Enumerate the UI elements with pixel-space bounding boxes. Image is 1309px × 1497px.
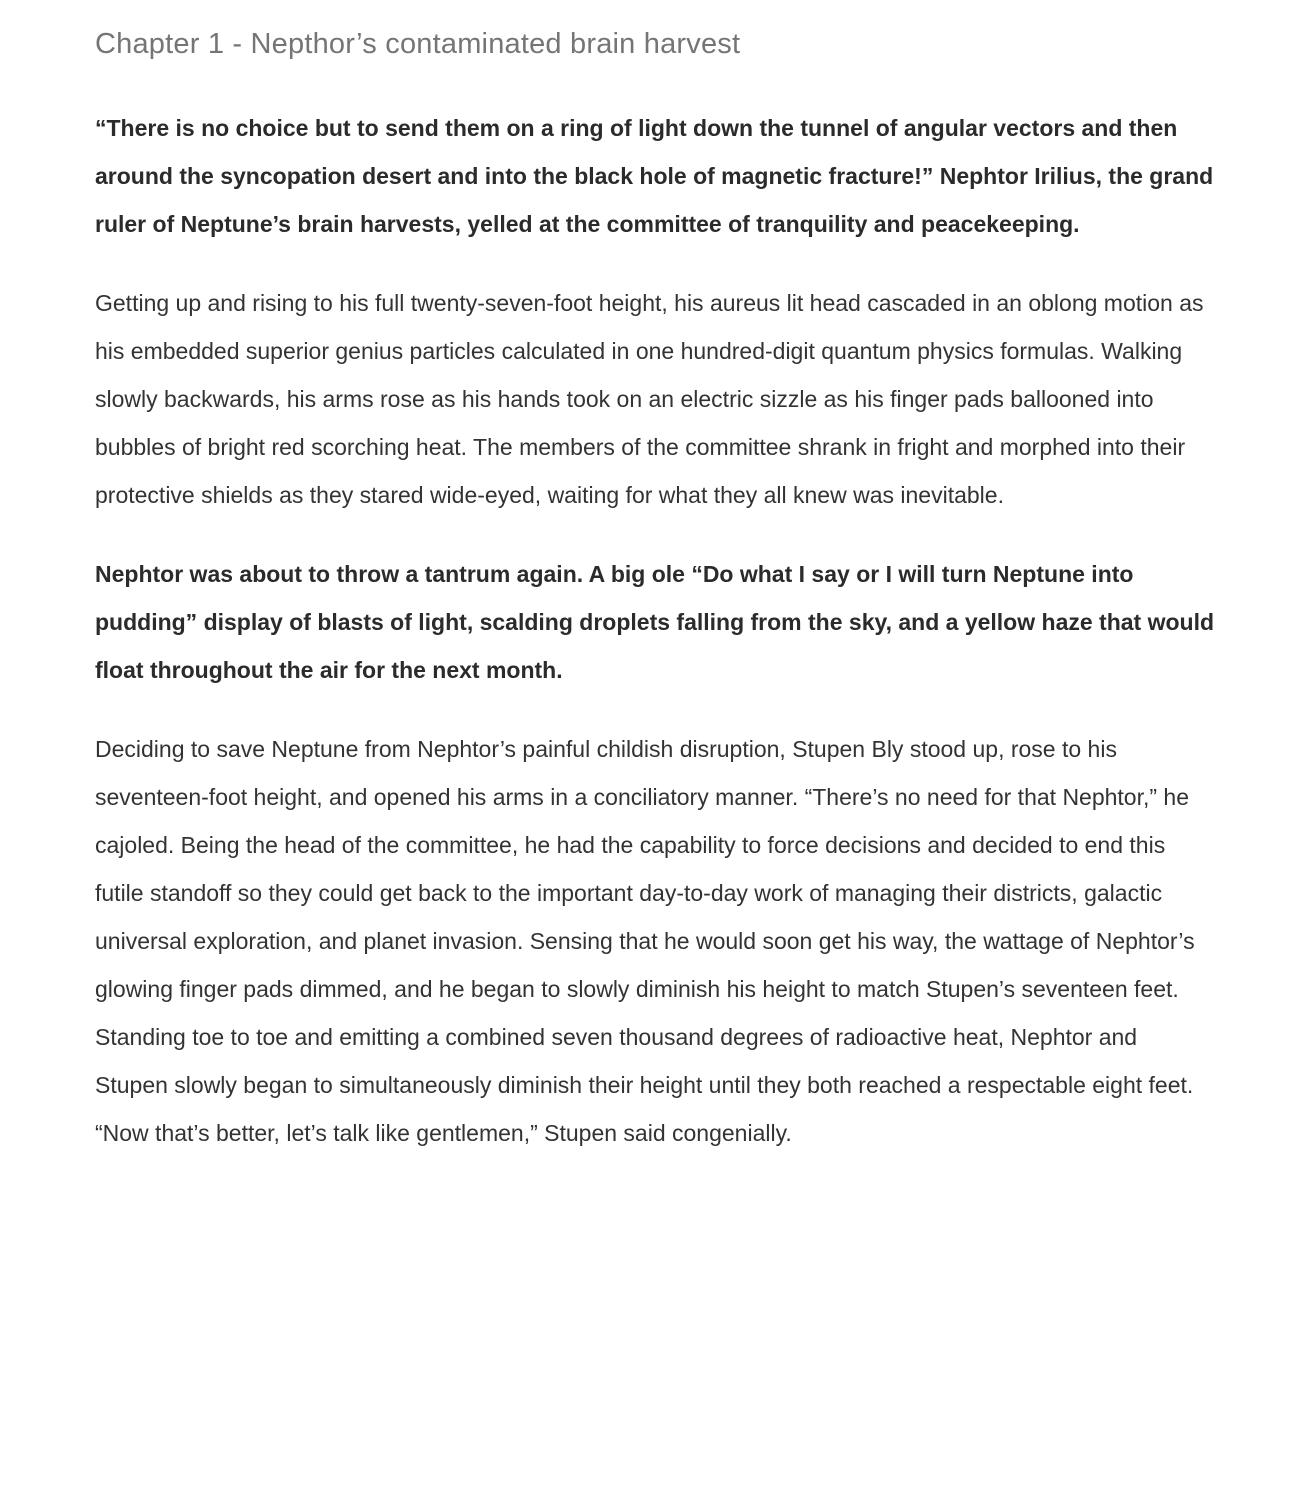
paragraph-description: Getting up and rising to his full twenty-seven-foot height, his aureus lit head cascaded in an oblong motion as his embedded superior genius particles calculated in one hundred-digit quantum physics formulas. Walking slowly backwards, his arms rose as his hands took on an electric sizzle as his finger pads ballooned into bubbles of bright red scorching heat. The members of the committee shrank in fright and morphed into their protective shields as they stared wide-eyed, waiting for what they all knew was inevitable. [95, 290, 1204, 509]
paragraph-resolution: Deciding to save Neptune from Nephtor’s painful childish disruption, Stupen Bly stood up, rose to his seventeen-foot height, and opened his arms in a conciliatory manner. “There’s no need for that Nephtor,” he cajoled. Being the head of the committee, he had the capability to force decisions and decided to end this futile standoff so they could get back to the important day-to-day work of managing their districts, galactic universal exploration, and planet invasion. Sensing that he would soon get his way, the wattage of Nephtor’s glowing finger pads dimmed, and he began to slowly diminish his height to match Stupen’s seventeen feet. Standing toe to toe and emitting a combined seven thousand degrees of radioactive heat, Nephtor and Stupen slowly began to simultaneously diminish their height until they both reached a respectable eight feet. “Now that’s better, let’s talk like gentlemen,” Stupen said congenially. [95, 736, 1195, 1147]
chapter-heading: Chapter 1 - Nepthor’s contaminated brain harvest [95, 28, 741, 60]
paragraph-tantrum: Nephtor was about to throw a tantrum again. A big ole “Do what I say or I will turn Neptune into pudding” display of blasts of light, scalding droplets falling from the sky, and a yellow haze that would float throughout the air for the next month. [95, 561, 1215, 684]
paragraph-intro-quote: “There is no choice but to send them on a ring of light down the tunnel of angular vectors and then around the syncopation desert and into the black hole of magnetic fracture!” Nephtor Irilius, the grand ruler of Neptune’s brain harvests, yelled at the committee of tranquility and peacekeeping. [95, 115, 1214, 238]
